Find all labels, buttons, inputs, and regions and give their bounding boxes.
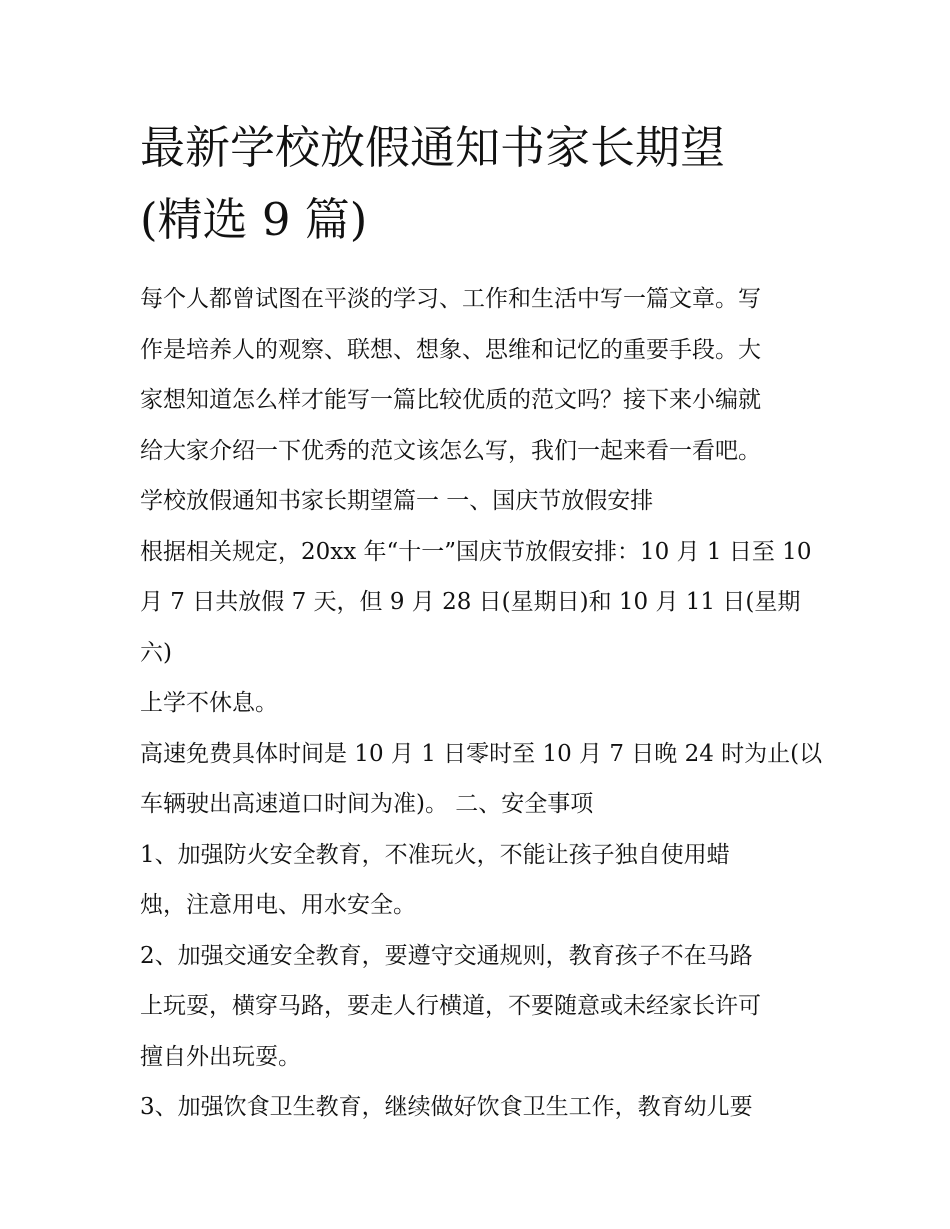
paragraph-food-safety: 3、加强饮食卫生教育，继续做好饮食卫生工作，教育幼儿要 (140, 1094, 753, 1120)
paragraph-highway-free: 高速免费具体时间是 10 月 1 日零时至 10 月 7 日晚 24 时为止(以 车辆驶出高速道口时间为准)。 二、安全事项 (140, 740, 823, 817)
paragraph-holiday-schedule: 根据相关规定，20xx 年“十一”国庆节放假安排：10 月 1 日至 10 月 7 日共放假 7 天，但 9 月 28 日(星期日)和 10 月 11 日(星期六) 上学不休息。 (140, 538, 812, 716)
paragraph-traffic-safety: 2、加强交通安全教育，要遵守交通规则，教育孩子不在马路 上玩耍，横穿马路，要走人行横道，不要随意或未经家长许可 擅自外出玩耍。 (140, 942, 761, 1070)
document-body (140, 274, 830, 1133)
document-title: 最新学校放假通知书家长期望 (精选 9 篇) (140, 121, 726, 246)
paragraph-section-heading: 学校放假通知书家长期望篇一 一、国庆节放假安排 (140, 488, 654, 514)
paragraph-fire-safety: 1、加强防火安全教育，不准玩火，不能让孩子独自使用蜡 烛，注意用电、用水安全。 (140, 841, 730, 918)
paragraph-intro: 每个人都曾试图在平淡的学习、工作和生活中写一篇文章。写 作是培养人的观察、联想、想象、思维和记忆的重要手段。大 家想知道怎么样才能写一篇比较优质的范文吗？接下来小编就 给大家介绍一下优秀的范文该怎么写，我们一起来看一看吧。 (140, 286, 761, 464)
